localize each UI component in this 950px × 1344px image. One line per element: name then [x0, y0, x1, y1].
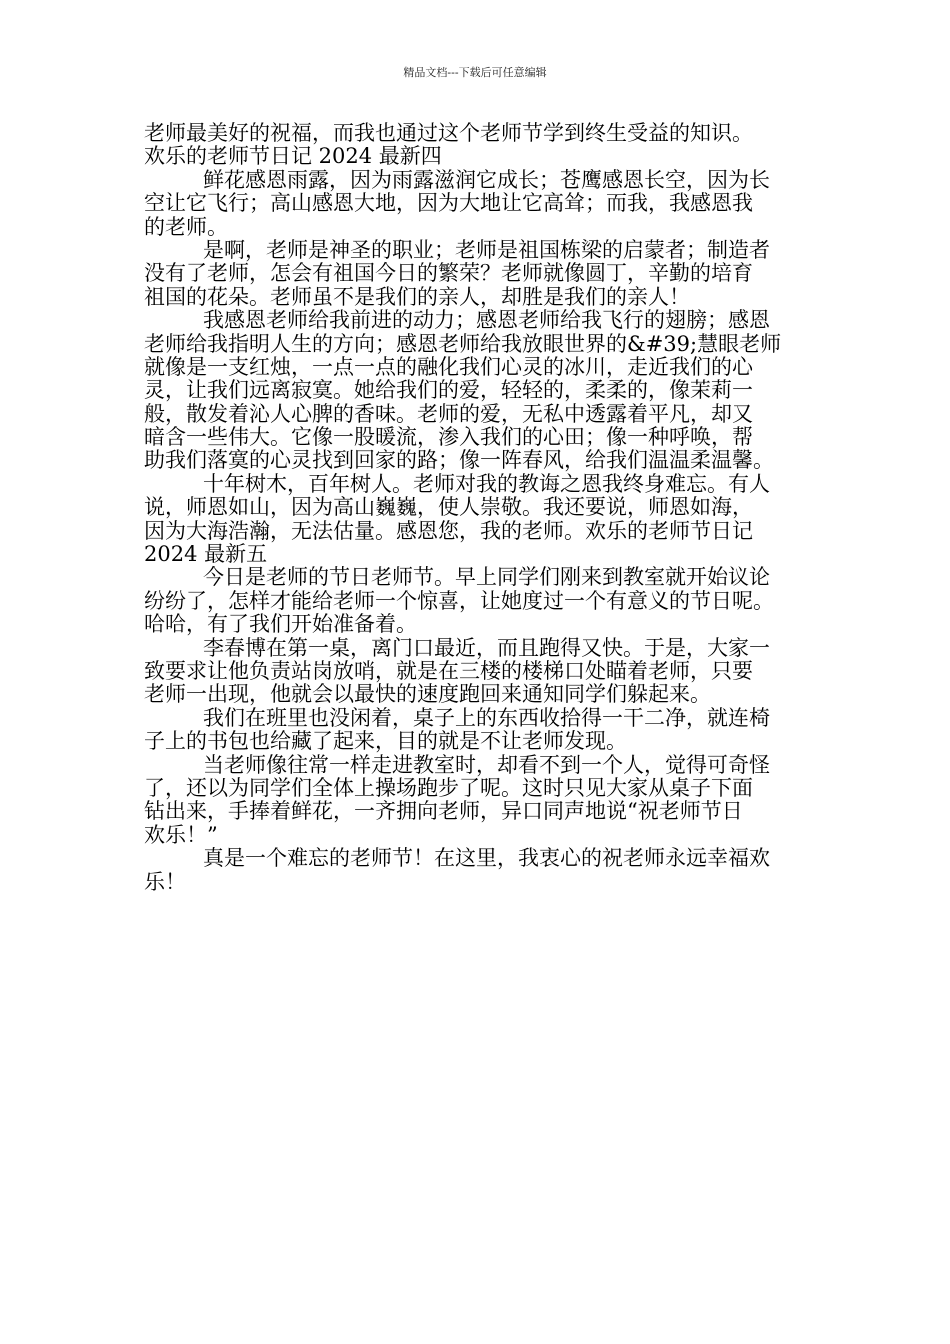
text-line: 的老师。	[144, 214, 228, 239]
text-line: 说，师恩如山，因为高山巍巍，使人崇敬。我还要说，师恩如海，	[144, 495, 753, 520]
paragraph-first-line: 十年树木，百年树人。老师对我的教诲之恩我终身难忘。有人	[203, 471, 770, 496]
paragraph-first-line: 我们在班里也没闲着，桌子上的东西收拾得一干二净，就连椅	[203, 705, 770, 730]
text-line: 灵，让我们远离寂寞。她给我们的爱，轻轻的，柔柔的，像茉莉一	[144, 378, 753, 403]
text-line: 空让它飞行；高山感恩大地，因为大地让它高耸；而我，我感恩我	[144, 191, 753, 216]
paragraph-first-line: 李春博在第一桌，离门口最近，而且跑得又快。于是，大家一	[203, 635, 770, 660]
text-line: 哈哈，有了我们开始准备着。	[144, 612, 417, 637]
paragraph-first-line: 当老师像往常一样走进教室时，却看不到一个人，觉得可奇怪	[203, 752, 770, 777]
paragraph-first-line: 真是一个难忘的老师节！在这里，我衷心的祝老师永远幸福欢	[203, 846, 770, 871]
document-body	[144, 122, 808, 894]
paragraph-first-line: 是啊，老师是神圣的职业；老师是祖国栋梁的启蒙者；制造者	[203, 237, 770, 262]
text-line: 因为大海浩瀚，无法估量。感恩您，我的老师。欢乐的老师节日记	[144, 518, 753, 543]
text-line: 老师最美好的祝福，而我也通过这个老师节学到终生受益的知识。	[144, 121, 753, 145]
text-line: 了，还以为同学们全体上操场跑步了呢。这时只见大家从桌子下面	[144, 775, 753, 800]
paragraph-first-line: 鲜花感恩雨露，因为雨露滋润它成长；苍鹰感恩长空，因为长	[203, 167, 770, 192]
text-line: 子上的书包也给藏了起来，目的就是不让老师发现。	[144, 729, 627, 754]
paragraph-first-line: 我感恩老师给我前进的动力；感恩老师给我飞行的翅膀；感恩	[203, 308, 770, 333]
text-line: 致要求让他负责站岗放哨，就是在三楼的楼梯口处瞄着老师，只要	[144, 658, 753, 683]
paragraph-first-line: 今日是老师的节日老师节。早上同学们刚来到教室就开始议论	[203, 565, 770, 590]
text-line: 没有了老师，怎会有祖国今日的繁荣？老师就像圆丁，辛勤的培育	[144, 261, 753, 286]
text-line: 老师给我指明人生的方向；感恩老师给我放眼世界的&#39;慧眼老师	[144, 331, 782, 356]
text-line: 乐！	[144, 869, 186, 894]
text-line: 2024 最新五	[144, 542, 268, 567]
text-line: 纷纷了，怎样才能给老师一个惊喜，让她度过一个有意义的节日呢。	[144, 588, 774, 613]
page-header: 精品文档---下载后可任意编辑	[403, 66, 547, 79]
text-line: 老师一出现，他就会以最快的速度跑回来通知同学们躲起来。	[144, 682, 711, 707]
text-line: 暗含一些伟大。它像一股暖流，渗入我们的心田；像一种呼唤，帮	[144, 425, 753, 450]
text-line: 祖国的花朵。老师虽不是我们的亲人，却胜是我们的亲人！	[144, 284, 690, 309]
text-line: 助我们落寞的心灵找到回家的路；像一阵春风，给我们温温柔温馨。	[144, 448, 774, 473]
text-line: 就像是一支红烛，一点一点的融化我们心灵的冰川，走近我们的心	[144, 354, 753, 379]
text-line: 欢乐！”	[144, 822, 218, 847]
text-line: 欢乐的老师节日记 2024 最新四	[144, 144, 442, 169]
text-line: 般，散发着沁人心脾的香味。老师的爱，无私中透露着平凡，却又	[144, 401, 753, 426]
text-line: 钻出来，手捧着鲜花，一齐拥向老师，异口同声地说“祝老师节日	[144, 799, 743, 824]
